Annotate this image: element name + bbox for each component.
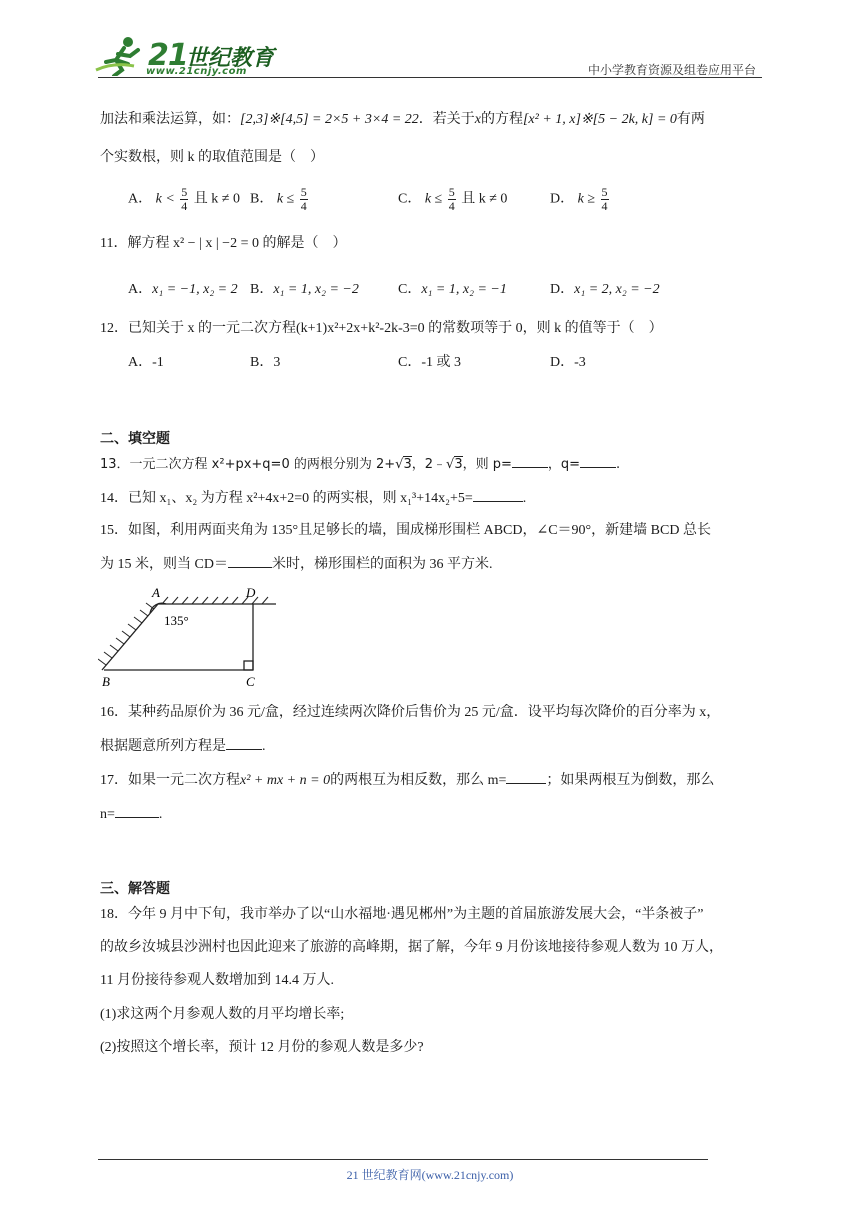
q13-text: 13．一元二次方程 x²+px+q=0 的两根分别为 2+ bbox=[100, 457, 396, 472]
platform-name: 中小学教育资源及组卷应用平台 bbox=[587, 63, 756, 77]
q15-line1: 15．如图，利用两面夹角为 135°且足够长的墙，围成梯形围栏 ABCD，∠C＝90°，新建墙 BCD 总长 bbox=[100, 523, 711, 538]
q17-text: ；如果两根互为倒数，那么 bbox=[546, 773, 715, 788]
q13-text: ，q= bbox=[547, 457, 581, 472]
q10-option-b[interactable] bbox=[250, 186, 310, 213]
q13-text: ，2﹣ bbox=[411, 457, 447, 472]
q15-line2 bbox=[100, 555, 492, 575]
logo-text: 世纪教育 bbox=[186, 46, 275, 71]
vertex-b: B bbox=[102, 674, 110, 689]
option-label: B． bbox=[250, 355, 274, 370]
wall-hatching bbox=[98, 597, 268, 665]
fraction: $\frac{5}{4}$ bbox=[181, 185, 188, 213]
sqrt-symbol: √ bbox=[395, 457, 404, 472]
sqrt-symbol: √ bbox=[446, 457, 455, 472]
q18-line1: 18．今年 9 月中下旬，我市举办了以“山水福地·遇见郴州”为主题的首届旅游发展大会，“半条被子” bbox=[100, 907, 704, 922]
logo-runner-icon bbox=[94, 36, 152, 76]
q10-line2: 个实数根，则 k 的取值范围是（ ） bbox=[100, 150, 324, 165]
q17-blank-m[interactable] bbox=[506, 771, 546, 784]
option-text: 3 bbox=[273, 355, 281, 370]
q10-equation: [x² + 1, x]※[5 − 2k, k] = 0 bbox=[522, 112, 677, 127]
q18-line2: 的故乡汝城县沙洲村也因此迎来了旅游的高峰期，据了解，今年 9 月份该地接待参观人数为 10 万人， bbox=[100, 940, 723, 955]
footer-divider bbox=[98, 1159, 708, 1160]
q10-text: ．若关于 bbox=[418, 112, 475, 127]
option-math: x₁ = 2, x₂ = −2 bbox=[574, 282, 660, 297]
q18-line3: 11 月份接待参观人数增加到 14.4 万人. bbox=[100, 973, 334, 988]
fraction: $\frac{5}{4}$ bbox=[601, 185, 608, 213]
q14-text: . bbox=[522, 491, 527, 506]
q13 bbox=[100, 455, 620, 475]
wall-lines bbox=[102, 603, 276, 670]
option-math: k ≤ bbox=[276, 191, 295, 207]
option-math: x₁ = 1, x₂ = −2 bbox=[273, 282, 359, 297]
option-label: C． bbox=[398, 282, 422, 297]
q11-option-b[interactable] bbox=[250, 280, 359, 300]
q10-example: [2,3]※[4,5] = 2×5 + 3×4 = 22 bbox=[240, 112, 419, 127]
header-divider bbox=[98, 77, 762, 78]
q17-blank-n[interactable] bbox=[115, 805, 159, 818]
option-label: D． bbox=[550, 191, 575, 207]
q16-text: 根据题意所列方程是 bbox=[100, 739, 226, 754]
q10-option-a[interactable] bbox=[128, 186, 240, 213]
q14 bbox=[100, 489, 526, 509]
option-label: A． bbox=[128, 282, 153, 297]
option-label: B． bbox=[250, 191, 274, 207]
vertex-c: C bbox=[246, 674, 255, 689]
q13-text: . bbox=[616, 457, 621, 472]
option-label: C． bbox=[398, 355, 422, 370]
option-text: -3 bbox=[574, 355, 586, 370]
q12-option-b[interactable] bbox=[250, 353, 280, 373]
q13-text: ，则 p= bbox=[462, 457, 512, 472]
option-math: 且 k ≠ 0 bbox=[461, 191, 508, 207]
q16-line1: 16．某种药品原价为 36 元/盒，经过连续两次降价后售价为 25 元/盒．设平均每次降价的百分率为 x， bbox=[100, 705, 721, 720]
q11-option-c[interactable] bbox=[398, 280, 507, 300]
q17-text: 的两根互为相反数，那么 m= bbox=[330, 773, 507, 788]
q13-blank-p[interactable] bbox=[512, 455, 548, 468]
option-label: A． bbox=[128, 191, 153, 207]
q18-part1: (1)求这两个月参观人数的月平均增长率; bbox=[100, 1007, 345, 1022]
fraction: $\frac{5}{4}$ bbox=[300, 185, 307, 213]
q13-radicand: 3 bbox=[403, 457, 412, 472]
option-math: x₁ = −1, x₂ = 2 bbox=[152, 282, 238, 297]
q14-blank[interactable] bbox=[473, 489, 523, 502]
q15-blank[interactable] bbox=[228, 555, 272, 568]
option-label: B． bbox=[250, 282, 274, 297]
q16-text: . bbox=[262, 739, 266, 754]
q17-text: n= bbox=[100, 807, 115, 822]
option-text: -1 或 3 bbox=[421, 355, 462, 370]
q10-option-d[interactable] bbox=[550, 186, 611, 213]
q11-option-a[interactable] bbox=[128, 280, 238, 300]
q16-line2 bbox=[100, 737, 266, 757]
q10-text: 加法和乘法运算，如： bbox=[100, 112, 240, 127]
q12-option-a[interactable] bbox=[128, 353, 164, 373]
q17-text: . bbox=[158, 807, 163, 822]
option-label: D． bbox=[550, 355, 575, 370]
option-math: k ≥ bbox=[577, 191, 596, 207]
q10-var: x bbox=[474, 112, 481, 127]
q10-text: 的方程 bbox=[480, 112, 523, 127]
option-text: -1 bbox=[152, 355, 164, 370]
q15-text: 米时，梯形围栏的面积为 36 平方米. bbox=[271, 557, 493, 572]
q17-text: 17．如果一元二次方程 bbox=[100, 773, 240, 788]
q17-equation: x² + mx + n = 0 bbox=[240, 773, 331, 788]
option-math: k < bbox=[155, 191, 175, 207]
logo-number: 21 bbox=[148, 38, 188, 73]
vertex-d: D bbox=[246, 585, 256, 600]
logo-url: www.21cnjy.com bbox=[146, 66, 247, 77]
option-math: x₁ = 1, x₂ = −1 bbox=[421, 282, 507, 297]
q12-option-c[interactable] bbox=[398, 353, 461, 373]
option-math: k ≤ bbox=[424, 191, 443, 207]
q13-radicand: 3 bbox=[454, 457, 463, 472]
q12-stem: 12．已知关于 x 的一元二次方程(k+1)x²+2x+k²-2k-3=0 的常数项等于 0，则 k 的值等于（ ） bbox=[100, 321, 663, 336]
vertex-a: A bbox=[152, 585, 160, 600]
q18-part2: (2)按照这个增长率，预计 12 月份的参观人数是多少? bbox=[100, 1040, 424, 1055]
trapezoid-figure bbox=[98, 585, 280, 691]
q11-stem: 11．解方程 x² − | x | −2 = 0 的解是（ ） bbox=[100, 236, 347, 251]
option-math: 且 k ≠ 0 bbox=[193, 191, 240, 207]
q16-blank[interactable] bbox=[226, 737, 262, 750]
q11-option-d[interactable] bbox=[550, 280, 660, 300]
q10-line1 bbox=[100, 110, 705, 130]
q15-text: 为 15 米，则当 CD＝ bbox=[100, 557, 228, 572]
q10-option-c[interactable] bbox=[398, 186, 507, 213]
option-label: A． bbox=[128, 355, 153, 370]
option-label: D． bbox=[550, 282, 575, 297]
fraction: $\frac{5}{4}$ bbox=[448, 185, 455, 213]
q17-line1 bbox=[100, 771, 714, 791]
q14-text: 14．已知 x₁、x₂ 为方程 x²+4x+2=0 的两实根，则 x₁³+14x₂+5= bbox=[100, 491, 473, 506]
angle-label: 135° bbox=[164, 613, 189, 628]
q17-line2 bbox=[100, 805, 162, 825]
section-answer-title: 三、解答题 bbox=[100, 881, 170, 897]
option-label: C． bbox=[398, 191, 422, 207]
q10-text: 有两 bbox=[676, 112, 705, 127]
q12-option-d[interactable] bbox=[550, 353, 586, 373]
section-fill-in-title: 二、填空题 bbox=[100, 431, 170, 447]
footer-link[interactable]: 21 世纪教育网(www.21cnjy.com) bbox=[346, 1168, 514, 1182]
q13-blank-q[interactable] bbox=[580, 455, 616, 468]
